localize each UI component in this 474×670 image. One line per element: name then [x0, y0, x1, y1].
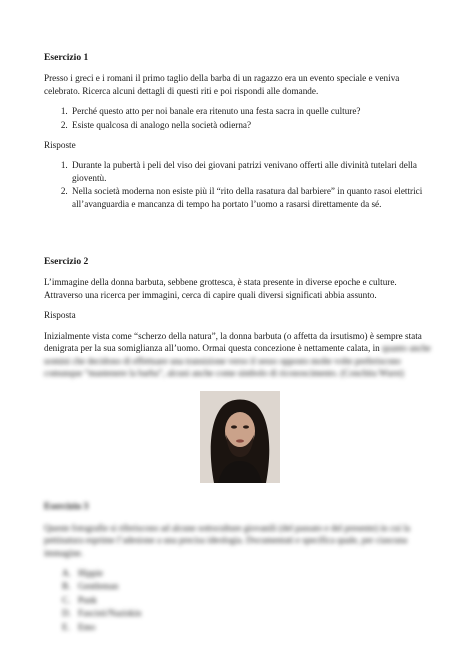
answer-visible-text: Inizialmente vista come “scherzo della natura”, la donna barbuta (o affetta da irsutismo) è sempre stata denigrata per la sua somiglianza all’uomo. Ormai questa concezione è nettamente calata, in: [44, 330, 422, 354]
exercise-3-section: [44, 501, 436, 633]
answer-2: 2. Nella società moderna non esiste più il “rito della rasatura dal barbiere” in quanto rasoi elettrici all’avanguardia e mancanza di tempo ha portato l’uomo a rasarsi direttamente da sé.: [70, 185, 436, 210]
portrait-photo: [200, 391, 280, 483]
exercise-1-questions: [44, 105, 436, 131]
answer-blurred-text: quanto anche uomini che decidono di effettuare una transizione verso il sesso opposto molte volte preferiscono comunque “mantenere la barba”, alcuni anche come simbolo di riconoscimento. (Conchita Wurst): [44, 343, 431, 378]
question-1: 1. Perché questo atto per noi banale era ritenuto una festa sacra in quelle culture?: [70, 105, 436, 117]
answer-label: Risposta: [44, 310, 76, 321]
answer-1: 1. Durante la pubertà i peli del viso dei giovani patrizi venivano offerti alle divinità tutelari della gioventù.: [70, 159, 436, 184]
option-c: C. Punk: [62, 594, 97, 605]
exercise-3-title: Esercizio 3: [44, 501, 89, 513]
exercise-2-intro: L’immagine della donna barbuta, sebbene grottesca, è stata presente in diverse epoche e culture. Attraverso una ricerca per immagini, cerca di capire quali diversi significati abbia assunto.: [44, 277, 397, 300]
document-body: [44, 52, 436, 634]
question-2: 2. Esiste qualcosa di analogo nella società odierna?: [70, 119, 436, 131]
exercise-1-title: Esercizio 1: [44, 52, 89, 63]
photo-container: [44, 391, 436, 483]
exercise-1-answers: [44, 159, 436, 210]
exercise-1-intro: Presso i greci e i romani il primo taglio della barba di un ragazzo era un evento speciale e veniva celebrato. Ricerca alcuni dettagli di questi riti e poi rispondi alle domande.: [44, 73, 400, 96]
portrait-illustration: [200, 391, 280, 483]
option-a: A. Hippie: [62, 567, 104, 578]
option-e: E. Emo: [62, 621, 96, 632]
answers-label: Risposte: [44, 140, 76, 151]
exercise-3-intro: Queste fotografie si riferiscono ad alcune sottoculture giovanili (del passato e del presente) in cui la pettinatura esprime l’adesione a una precisa ideologia. Documentati e specifica quale, per ciascuna immagine.: [44, 522, 411, 558]
exercise-2-answer: [44, 330, 436, 380]
option-b: B. Gentleman: [62, 581, 119, 592]
exercise-2-title: Esercizio 2: [44, 256, 89, 268]
option-d: D. Fascisti/Naziskin: [62, 608, 142, 619]
exercise-3-options: [44, 567, 436, 633]
